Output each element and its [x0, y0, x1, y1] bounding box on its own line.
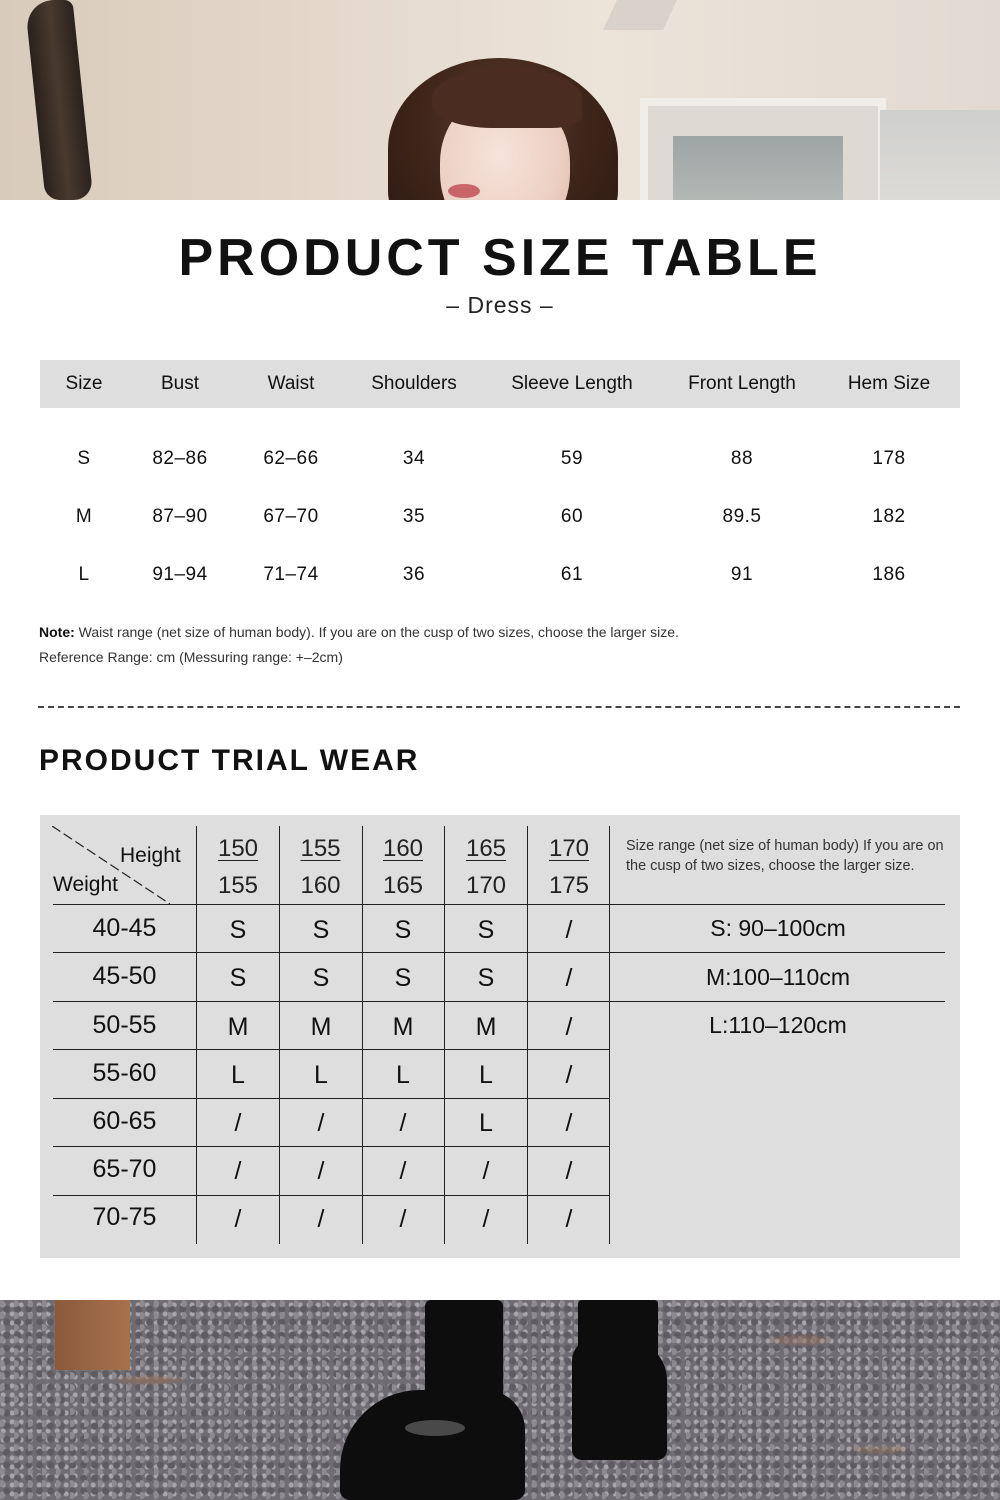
size-cell: L: [314, 1061, 328, 1089]
size-cell: /: [565, 1013, 573, 1041]
size-cell: S: [229, 964, 247, 992]
cell-size: L: [78, 564, 90, 585]
column-header-hem-size: Hem Size: [847, 373, 931, 394]
trial-wear-title: PRODUCT TRIAL WEAR: [39, 744, 420, 777]
note-label: Note:: [39, 624, 75, 640]
weight-axis-label: Weight: [53, 873, 118, 896]
size-cell: /: [317, 1205, 325, 1233]
cell-shoulders: 34: [402, 448, 426, 469]
height-header: 150 155: [217, 835, 259, 899]
size-cell: S: [312, 916, 330, 944]
size-cell: L: [479, 1109, 493, 1137]
model-bangs: [432, 68, 582, 128]
cell-hem-size: 178: [872, 448, 906, 469]
grid-line: [53, 952, 945, 953]
size-cell: /: [482, 1157, 490, 1185]
window-right: [880, 110, 1000, 200]
cell-size: M: [75, 506, 93, 527]
size-cell: S: [312, 964, 330, 992]
size-cell: /: [399, 1157, 407, 1185]
grid-line: [53, 904, 945, 905]
size-table-header: [40, 360, 960, 408]
page-subtitle: – Dress –: [446, 292, 554, 318]
column-header-bust: Bust: [160, 373, 200, 394]
right-boot-foot: [572, 1340, 667, 1460]
size-cell: /: [565, 1157, 573, 1185]
cell-waist: 71–74: [263, 564, 319, 585]
size-note: [39, 624, 679, 640]
size-cell: /: [482, 1205, 490, 1233]
height-header: 170 175: [548, 835, 590, 899]
size-cell: M: [392, 1013, 414, 1041]
cell-bust: 87–90: [152, 506, 208, 527]
table-row: [40, 439, 960, 479]
size-cell: S: [394, 964, 412, 992]
cell-shoulders: 35: [402, 506, 426, 527]
size-cell: /: [399, 1109, 407, 1137]
weight-label: 45-50: [92, 962, 157, 990]
cell-bust: 91–94: [152, 564, 208, 585]
size-cell: L: [231, 1061, 245, 1089]
size-cell: S: [229, 916, 247, 944]
cell-bust: 82–86: [152, 448, 208, 469]
model-photo-bottom: [0, 1300, 1000, 1500]
tree-branch: [24, 0, 93, 200]
size-range-m: M:100–110cm: [705, 964, 851, 990]
column-header-size: Size: [65, 373, 103, 394]
size-cell: M: [310, 1013, 332, 1041]
size-cell: /: [234, 1109, 242, 1137]
wooden-post: [55, 1300, 130, 1370]
column-header-shoulders: Shoulders: [371, 373, 457, 394]
size-cell: /: [565, 964, 573, 992]
size-cell: /: [565, 1205, 573, 1233]
boot-shine: [405, 1420, 465, 1436]
size-cell: M: [227, 1013, 249, 1041]
height-axis-label: Height: [120, 844, 181, 867]
height-header: 165 170: [465, 835, 507, 899]
cell-sleeve-length: 59: [560, 448, 584, 469]
page-title: PRODUCT SIZE TABLE: [178, 229, 822, 287]
size-cell: /: [317, 1157, 325, 1185]
cell-sleeve-length: 60: [560, 506, 584, 527]
column-header-waist: Waist: [267, 373, 315, 394]
size-cell: /: [317, 1109, 325, 1137]
size-cell: /: [234, 1157, 242, 1185]
cell-waist: 67–70: [263, 506, 319, 527]
cell-sleeve-length: 61: [560, 564, 584, 585]
size-range-l: L:110–120cm: [709, 1012, 847, 1038]
weight-label: 65-70: [92, 1155, 157, 1183]
cell-front-length: 91: [730, 564, 754, 585]
weight-label: 70-75: [92, 1203, 157, 1231]
column-header-front-length: Front Length: [688, 373, 796, 394]
dashed-divider: [38, 706, 960, 708]
size-range-s: S: 90–100cm: [710, 915, 846, 941]
model-photo-top: [0, 0, 1000, 200]
weight-label: 55-60: [92, 1059, 157, 1087]
note-text: Waist range (net size of human body). If you are on the cusp of two sizes, choose the larger size.: [74, 624, 679, 640]
cell-front-length: 89.5: [722, 506, 762, 527]
size-cell: /: [234, 1205, 242, 1233]
weight-label: 40-45: [92, 914, 157, 942]
cell-size: S: [77, 448, 91, 469]
trial-size-range-note: Size range (net size of human body) If you are on the cusp of two sizes, choose the larger size.: [626, 838, 944, 874]
size-cell: S: [477, 964, 495, 992]
table-row: [40, 497, 960, 537]
grid-line: [53, 1001, 945, 1002]
reference-range-note: Reference Range: cm (Messuring range: +–2cm): [39, 649, 343, 665]
cell-waist: 62–66: [263, 448, 319, 469]
size-cell: L: [479, 1061, 493, 1089]
ceiling-beam: [603, 0, 677, 30]
size-cell: L: [396, 1061, 410, 1089]
size-cell: M: [475, 1013, 497, 1041]
column-header-sleeve-length: Sleeve Length: [511, 373, 633, 394]
weight-label: 50-55: [92, 1011, 157, 1039]
height-header: 160 165: [382, 835, 424, 899]
size-cell: /: [399, 1205, 407, 1233]
size-cell: S: [394, 916, 412, 944]
size-cell: /: [565, 916, 573, 944]
cell-hem-size: 186: [872, 564, 906, 585]
cell-shoulders: 36: [402, 564, 426, 585]
size-cell: S: [477, 916, 495, 944]
cell-hem-size: 182: [872, 506, 906, 527]
size-cell: /: [565, 1109, 573, 1137]
window: [640, 98, 886, 200]
model-lips: [448, 184, 480, 198]
weight-label: 60-65: [92, 1107, 157, 1135]
cell-front-length: 88: [730, 448, 754, 469]
table-row: [40, 555, 960, 595]
height-header: 155 160: [300, 835, 341, 899]
size-cell: /: [565, 1061, 573, 1089]
